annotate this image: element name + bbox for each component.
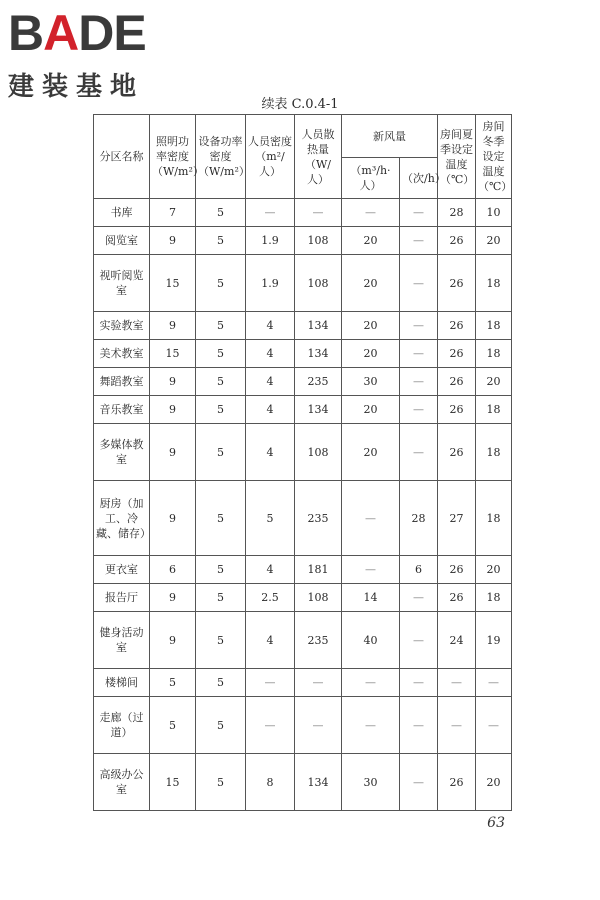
header-summer-temp: 房间夏季设定温度（℃） [438, 115, 476, 199]
cell-fresh-air-per-person: — [342, 697, 400, 754]
cell-occupant-density: 1.9 [246, 255, 295, 312]
cell-equipment-density: 5 [196, 368, 246, 396]
cell-fresh-air-ach: — [400, 255, 438, 312]
cell-equipment-density: 5 [196, 584, 246, 612]
cell-occupant-density: 2.5 [246, 584, 295, 612]
cell-equipment-density: 5 [196, 340, 246, 368]
cell-equipment-density: 5 [196, 754, 246, 811]
header-zone: 分区名称 [94, 115, 150, 199]
cell-winter-temp: 18 [476, 312, 512, 340]
cell-fresh-air-per-person: 20 [342, 227, 400, 255]
cell-occupant-density: 8 [246, 754, 295, 811]
cell-lighting-density: 6 [150, 556, 196, 584]
header-fresh-air-ach: （次/h） [400, 158, 438, 199]
cell-occupant-density: 5 [246, 481, 295, 556]
cell-fresh-air-ach: — [400, 669, 438, 697]
logo [8, 5, 178, 103]
table-row [94, 368, 512, 396]
cell-summer-temp: 26 [438, 424, 476, 481]
cell-fresh-air-ach: — [400, 754, 438, 811]
cell-zone-name: 高级办公室 [94, 754, 150, 811]
cell-fresh-air-ach: — [400, 199, 438, 227]
cell-summer-temp: 26 [438, 312, 476, 340]
cell-winter-temp: 20 [476, 754, 512, 811]
header-equipment: 设备功率密度（W/m²） [196, 115, 246, 199]
cell-fresh-air-per-person: 14 [342, 584, 400, 612]
cell-fresh-air-ach: — [400, 424, 438, 481]
cell-zone-name: 实验教室 [94, 312, 150, 340]
table-row [94, 754, 512, 811]
cell-lighting-density: 9 [150, 368, 196, 396]
cell-occupant-heat: — [295, 199, 342, 227]
cell-summer-temp: — [438, 697, 476, 754]
cell-occupant-heat: 235 [295, 368, 342, 396]
cell-winter-temp: 20 [476, 556, 512, 584]
cell-winter-temp: 20 [476, 368, 512, 396]
cell-lighting-density: 9 [150, 396, 196, 424]
cell-occupant-density: 4 [246, 312, 295, 340]
cell-lighting-density: 9 [150, 481, 196, 556]
cell-lighting-density: 5 [150, 697, 196, 754]
cell-fresh-air-ach: — [400, 368, 438, 396]
logo-brand [8, 5, 178, 61]
page-number: 63 [487, 815, 505, 831]
cell-occupant-density: — [246, 697, 295, 754]
cell-zone-name: 报告厅 [94, 584, 150, 612]
cell-equipment-density: 5 [196, 481, 246, 556]
table-row [94, 199, 512, 227]
cell-occupant-heat: 134 [295, 340, 342, 368]
cell-fresh-air-ach: — [400, 584, 438, 612]
cell-equipment-density: 5 [196, 312, 246, 340]
cell-fresh-air-per-person: — [342, 481, 400, 556]
table-row [94, 669, 512, 697]
cell-winter-temp: 10 [476, 199, 512, 227]
cell-fresh-air-per-person: — [342, 669, 400, 697]
cell-fresh-air-ach: — [400, 312, 438, 340]
table-row [94, 312, 512, 340]
cell-summer-temp: 26 [438, 556, 476, 584]
cell-occupant-density: 4 [246, 612, 295, 669]
cell-occupant-density: — [246, 669, 295, 697]
cell-lighting-density: 9 [150, 424, 196, 481]
cell-equipment-density: 5 [196, 612, 246, 669]
cell-lighting-density: 9 [150, 612, 196, 669]
header-fresh-air: 新风量 [342, 115, 438, 158]
cell-fresh-air-ach: 6 [400, 556, 438, 584]
logo-brand-text: BADE [8, 5, 146, 61]
table-row [94, 340, 512, 368]
cell-fresh-air-per-person: 20 [342, 424, 400, 481]
header-winter-temp: 房间冬季设定温度（℃） [476, 115, 512, 199]
cell-winter-temp: 18 [476, 340, 512, 368]
cell-occupant-heat: 134 [295, 754, 342, 811]
cell-summer-temp: 26 [438, 584, 476, 612]
cell-lighting-density: 7 [150, 199, 196, 227]
header-heat: 人员散热量（W/人） [295, 115, 342, 199]
cell-fresh-air-ach: 28 [400, 481, 438, 556]
cell-winter-temp: — [476, 697, 512, 754]
cell-lighting-density: 5 [150, 669, 196, 697]
cell-fresh-air-per-person: — [342, 556, 400, 584]
cell-occupant-heat: 108 [295, 424, 342, 481]
cell-zone-name: 阅览室 [94, 227, 150, 255]
cell-occupant-density: 4 [246, 396, 295, 424]
cell-fresh-air-per-person: 20 [342, 396, 400, 424]
cell-occupant-density: 4 [246, 424, 295, 481]
cell-equipment-density: 5 [196, 669, 246, 697]
cell-summer-temp: 24 [438, 612, 476, 669]
cell-zone-name: 多媒体教室 [94, 424, 150, 481]
table-row [94, 481, 512, 556]
cell-occupant-density: — [246, 199, 295, 227]
table-row [94, 612, 512, 669]
cell-winter-temp: — [476, 669, 512, 697]
cell-occupant-heat: 235 [295, 612, 342, 669]
header-occupancy: 人员密度（m²/人） [246, 115, 295, 199]
cell-occupant-heat: 134 [295, 312, 342, 340]
table-row [94, 255, 512, 312]
cell-winter-temp: 18 [476, 481, 512, 556]
cell-equipment-density: 5 [196, 556, 246, 584]
cell-summer-temp: 28 [438, 199, 476, 227]
cell-zone-name: 音乐教室 [94, 396, 150, 424]
cell-summer-temp: 27 [438, 481, 476, 556]
cell-lighting-density: 9 [150, 227, 196, 255]
cell-occupant-density: 4 [246, 340, 295, 368]
cell-equipment-density: 5 [196, 199, 246, 227]
table-caption: 续表 C.0.4-1 [261, 97, 339, 112]
cell-occupant-heat: — [295, 669, 342, 697]
cell-fresh-air-ach: — [400, 340, 438, 368]
cell-fresh-air-per-person: 20 [342, 340, 400, 368]
cell-lighting-density: 9 [150, 584, 196, 612]
cell-occupant-heat: 108 [295, 227, 342, 255]
cell-winter-temp: 18 [476, 255, 512, 312]
cell-fresh-air-ach: — [400, 227, 438, 255]
cell-lighting-density: 15 [150, 754, 196, 811]
cell-summer-temp: 26 [438, 368, 476, 396]
cell-occupant-heat: 181 [295, 556, 342, 584]
cell-lighting-density: 9 [150, 312, 196, 340]
cell-fresh-air-ach: — [400, 697, 438, 754]
parameters-table [93, 114, 512, 811]
header-fresh-air-per-person: （m³/h·人） [342, 158, 400, 199]
header-lighting: 照明功率密度（W/m²） [150, 115, 196, 199]
cell-fresh-air-per-person: 20 [342, 312, 400, 340]
cell-summer-temp: — [438, 669, 476, 697]
cell-zone-name: 走廊（过道） [94, 697, 150, 754]
cell-occupant-heat: — [295, 697, 342, 754]
cell-zone-name: 厨房（加工、冷藏、储存） [94, 481, 150, 556]
cell-zone-name: 视听阅览室 [94, 255, 150, 312]
cell-occupant-heat: 108 [295, 255, 342, 312]
table-row [94, 424, 512, 481]
table-row [94, 556, 512, 584]
cell-summer-temp: 26 [438, 754, 476, 811]
cell-zone-name: 舞蹈教室 [94, 368, 150, 396]
cell-winter-temp: 18 [476, 424, 512, 481]
cell-winter-temp: 20 [476, 227, 512, 255]
table-row [94, 227, 512, 255]
cell-summer-temp: 26 [438, 396, 476, 424]
cell-winter-temp: 19 [476, 612, 512, 669]
cell-occupant-density: 1.9 [246, 227, 295, 255]
cell-fresh-air-per-person: 30 [342, 754, 400, 811]
cell-zone-name: 更衣室 [94, 556, 150, 584]
cell-zone-name: 书库 [94, 199, 150, 227]
table-row [94, 396, 512, 424]
cell-fresh-air-per-person: 40 [342, 612, 400, 669]
cell-equipment-density: 5 [196, 424, 246, 481]
cell-fresh-air-per-person: — [342, 199, 400, 227]
cell-occupant-heat: 134 [295, 396, 342, 424]
cell-occupant-heat: 235 [295, 481, 342, 556]
cell-winter-temp: 18 [476, 396, 512, 424]
cell-winter-temp: 18 [476, 584, 512, 612]
table-body [94, 199, 512, 811]
cell-occupant-density: 4 [246, 368, 295, 396]
cell-fresh-air-ach: — [400, 612, 438, 669]
cell-zone-name: 健身活动室 [94, 612, 150, 669]
table-row [94, 584, 512, 612]
cell-equipment-density: 5 [196, 227, 246, 255]
cell-equipment-density: 5 [196, 255, 246, 312]
cell-equipment-density: 5 [196, 396, 246, 424]
cell-summer-temp: 26 [438, 340, 476, 368]
cell-zone-name: 楼梯间 [94, 669, 150, 697]
cell-occupant-density: 4 [246, 556, 295, 584]
table-row [94, 697, 512, 754]
cell-zone-name: 美术教室 [94, 340, 150, 368]
logo-subtitle: 建装基地 [8, 72, 145, 102]
cell-occupant-heat: 108 [295, 584, 342, 612]
cell-lighting-density: 15 [150, 255, 196, 312]
cell-fresh-air-per-person: 30 [342, 368, 400, 396]
cell-equipment-density: 5 [196, 697, 246, 754]
cell-summer-temp: 26 [438, 255, 476, 312]
cell-fresh-air-per-person: 20 [342, 255, 400, 312]
cell-summer-temp: 26 [438, 227, 476, 255]
cell-fresh-air-ach: — [400, 396, 438, 424]
cell-lighting-density: 15 [150, 340, 196, 368]
